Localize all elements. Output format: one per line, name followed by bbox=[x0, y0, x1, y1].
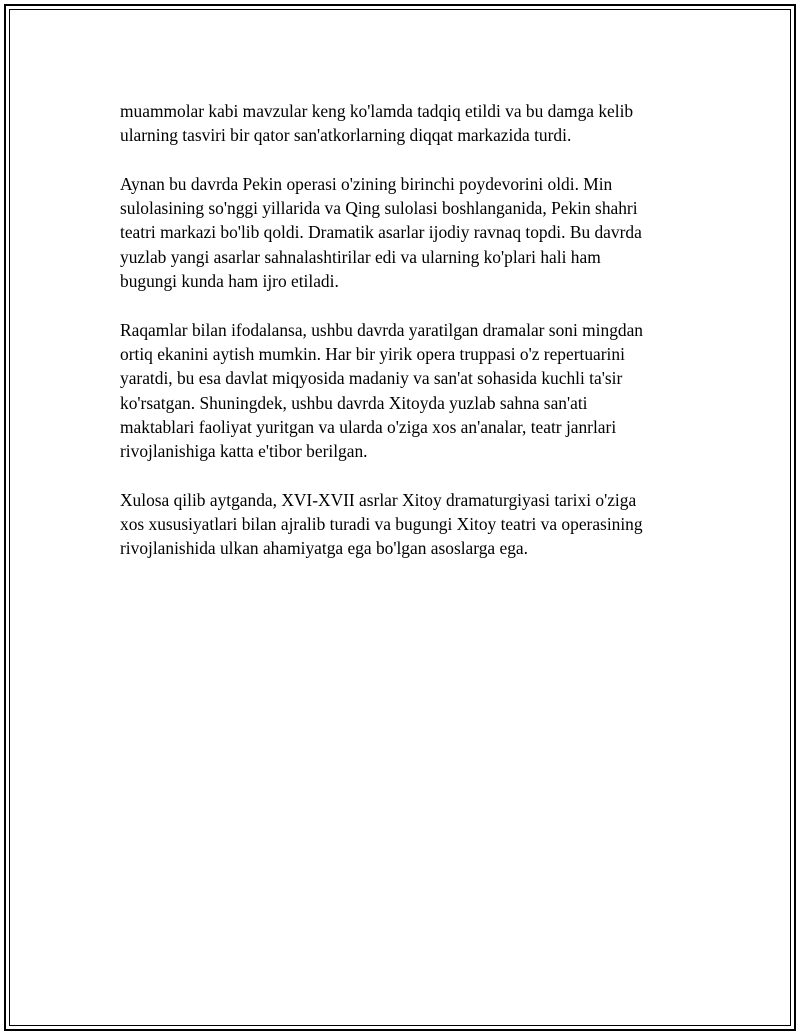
document-body bbox=[120, 99, 680, 585]
page-border bbox=[4, 4, 796, 1031]
paragraph bbox=[120, 172, 680, 293]
text-line: bugungi kunda ham ijro etiladi. bbox=[120, 271, 339, 292]
text-line: ularning tasviri bir qator san'atkorlarning diqqat markazida turdi. bbox=[120, 125, 572, 146]
paragraph bbox=[120, 318, 680, 464]
paragraph bbox=[120, 99, 680, 148]
text-line: Raqamlar bilan ifodalansa, ushbu davrda yaratilgan dramalar soni mingdan bbox=[120, 319, 644, 340]
text-line: teatri markazi bo'lib qoldi. Dramatik asarlar ijodiy ravnaq topdi. Bu davrda bbox=[120, 222, 642, 243]
text-line: Aynan bu davrda Pekin operasi o'zining birinchi poydevorini oldi. Min bbox=[120, 173, 613, 194]
text-line: yaratdi, bu esa davlat miqyosida madaniy va san'at sohasida kuchli ta'sir bbox=[120, 368, 623, 389]
text-line: rivojlanishida ulkan ahamiyatga ega bo'lgan asoslarga ega. bbox=[120, 538, 528, 559]
text-line: rivojlanishiga katta e'tibor berilgan. bbox=[120, 441, 368, 462]
paragraph bbox=[120, 488, 680, 561]
text-line: ko'rsatgan. Shuningdek, ushbu davrda Xitoyda yuzlab sahna san'ati bbox=[120, 392, 588, 413]
text-line: muammolar kabi mavzular keng ko'lamda tadqiq etildi va bu damga kelib bbox=[120, 101, 634, 121]
text-line: xos xususiyatlari bilan ajralib turadi va bugungi Xitoy teatri va operasining bbox=[120, 514, 643, 535]
text-line: Xulosa qilib aytganda, XVI-XVII asrlar Xitoy dramaturgiyasi tarixi o'ziga bbox=[120, 489, 637, 510]
text-line: sulolasining so'nggi yillarida va Qing sulolasi boshlanganida, Pekin shahri bbox=[120, 198, 638, 219]
text-line: yuzlab yangi asarlar sahnalashtirilar edi va ularning ko'plari hali ham bbox=[120, 246, 601, 267]
text-line: maktablari faoliyat yuritgan va ularda o'ziga xos an'analar, teatr janrlari bbox=[120, 416, 617, 437]
text-line: ortiq ekanini aytish mumkin. Har bir yirik opera truppasi o'z repertuarini bbox=[120, 343, 625, 364]
